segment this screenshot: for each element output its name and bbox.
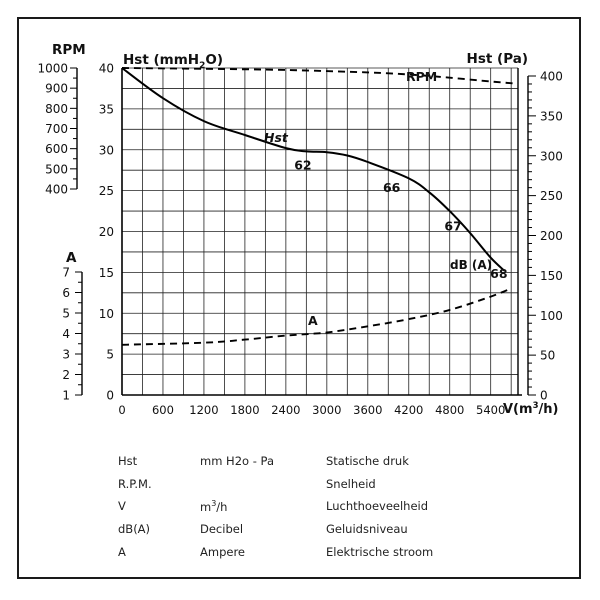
noise-level-label: 67 (444, 218, 462, 234)
rpm-axis-tick-label: 700 (45, 122, 68, 136)
legend-description: Luchthoeveelheid (326, 499, 429, 513)
amp-axis-tick-label: 1 (62, 388, 70, 403)
hst-curve-label: Hst (264, 130, 288, 145)
left-axis-tick-label: 40 (98, 61, 114, 76)
right-axis-title: Hst (Pa) (466, 51, 528, 67)
left-axis-tick-label: 0 (106, 388, 114, 403)
amp-axis-tick-label: 6 (62, 286, 70, 300)
legend-unit: mm H2o - Pa (200, 454, 274, 468)
amp-axis-title: A (66, 250, 77, 266)
legend-unit: Decibel (200, 522, 244, 536)
x-axis-tick-label: 4200 (394, 403, 424, 417)
pa-axis-tick-label: 0 (540, 388, 548, 403)
x-axis-tick-label: 3600 (353, 403, 383, 417)
x-axis-tick-label: 3000 (312, 403, 342, 417)
x-axis-tick-label: 0 (118, 403, 126, 417)
x-axis-tick-label: 1800 (230, 403, 260, 417)
rpm-axis-tick-label: 600 (45, 142, 68, 157)
x-axis-tick-label: 2400 (271, 403, 301, 417)
x-axis-title (503, 401, 558, 417)
legend-description: Elektrische stroom (326, 545, 434, 559)
rpm-axis-tick-label: 1000 (37, 61, 68, 76)
pa-axis-tick-label: 100 (540, 308, 563, 323)
pa-axis-tick-label: 150 (540, 268, 563, 283)
series-layer (122, 68, 518, 345)
legend-description: Statische druk (326, 454, 409, 468)
rpm-axis-tick-label: 400 (45, 182, 68, 197)
left-axis-title-end: O) (205, 52, 224, 68)
amp-axis-tick-label: 5 (62, 306, 70, 321)
left-axis-tick-label: 5 (106, 347, 114, 362)
pa-axis-tick-label: 50 (540, 348, 556, 363)
rpm-curve-label: RPM (406, 69, 438, 84)
pa-axis-tick-label: 200 (540, 229, 563, 243)
left-axis-title-main: Hst (mmH (123, 52, 200, 68)
amp-axis-tick-label: 4 (62, 327, 70, 341)
x-axis-tick-label: 5400 (476, 403, 506, 417)
legend-symbol: dB(A) (118, 522, 151, 536)
rpm-axis-title: RPM (52, 42, 86, 58)
legend-description: Geluidsniveau (326, 522, 408, 536)
left-axis-title-sub: 2 (199, 61, 206, 71)
left-axis-tick-label: 15 (98, 265, 114, 280)
legend-unit-end: /h (216, 499, 228, 514)
rpm-axis-tick-label: 800 (45, 101, 68, 116)
legend-unit-main: m (200, 499, 212, 514)
amp-curve-label: A (308, 313, 318, 328)
pa-axis-tick-label: 400 (540, 69, 563, 84)
x-axis-title-sup: 3 (532, 401, 539, 411)
amp-axis-tick-label: 7 (62, 265, 70, 280)
series-line-hst (122, 68, 504, 271)
left-axis-tick-label: 35 (98, 102, 114, 117)
legend-symbol: V (118, 499, 126, 513)
pa-axis-tick-label: 300 (540, 149, 563, 164)
x-axis-title-main: V(m (503, 402, 533, 417)
rpm-axis-tick-label: 500 (45, 162, 68, 177)
noise-level-label: 68 (490, 266, 508, 282)
noise-level-label: 62 (294, 157, 312, 173)
rpm-axis-tick-label: 900 (45, 81, 68, 96)
series-line-rpm (122, 68, 518, 84)
pa-axis-tick-label: 250 (540, 189, 563, 204)
x-axis-tick-label: 4800 (435, 403, 465, 417)
labels-layer (37, 62, 562, 418)
x-axis-tick-label: 1200 (189, 403, 219, 417)
pa-axis-tick-label: 350 (540, 109, 563, 124)
x-axis-tick-label: 600 (151, 403, 174, 417)
left-axis-tick-label: 30 (98, 143, 114, 158)
legend-symbol: A (118, 545, 126, 559)
legend-unit-sup: 3 (211, 499, 217, 508)
dba-curve-label: dB (A) (450, 258, 493, 272)
left-axis-tick-label: 25 (98, 184, 114, 199)
noise-level-label: 66 (382, 180, 401, 196)
legend-description: Snelheid (326, 477, 376, 491)
left-axis-tick-label: 10 (98, 306, 114, 321)
left-axis-tick-label: 20 (98, 225, 114, 239)
x-axis-title-end: /h) (538, 402, 559, 417)
amp-axis-tick-label: 3 (62, 347, 70, 362)
legend-symbol: R.P.M. (118, 477, 152, 491)
legend-unit: Ampere (200, 545, 245, 559)
amp-axis-tick-label: 2 (62, 368, 70, 382)
legend-symbol: Hst (118, 454, 138, 468)
